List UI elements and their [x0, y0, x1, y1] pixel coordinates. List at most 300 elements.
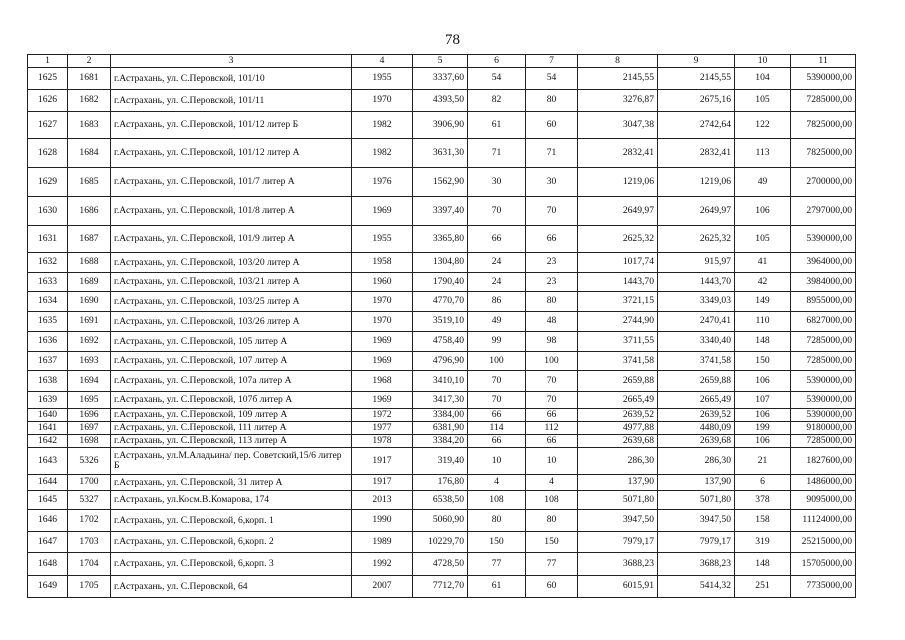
build-year: 1976 — [352, 168, 413, 197]
column-9-value: 286,30 — [658, 448, 735, 475]
column-6-value: 66 — [468, 226, 526, 253]
total-area: 3365,80 — [413, 226, 468, 253]
column-9-value: 2665,49 — [658, 392, 735, 409]
column-10-value: 106 — [735, 435, 791, 448]
object-code: 1698 — [68, 435, 111, 448]
row-number: 1627 — [28, 112, 68, 139]
column-10-value: 148 — [735, 553, 791, 576]
column-8-value: 2649,97 — [578, 197, 658, 226]
row-number: 1638 — [28, 371, 68, 392]
table-row — [28, 435, 856, 448]
table-row — [28, 553, 856, 576]
amount-value: 7735000,00 — [791, 576, 856, 598]
object-code: 1691 — [68, 312, 111, 332]
column-10-value: 106 — [735, 197, 791, 226]
build-year: 1917 — [352, 448, 413, 475]
column-6-value: 30 — [468, 168, 526, 197]
object-code: 5326 — [68, 448, 111, 475]
column-9-value: 3947,50 — [658, 510, 735, 532]
total-area: 4770,70 — [413, 292, 468, 312]
address: г.Астрахань, ул. С.Перовской, 103/25 литер А — [111, 292, 352, 312]
table-row — [28, 273, 856, 292]
row-number: 1641 — [28, 422, 68, 435]
table-row — [28, 112, 856, 139]
column-7-value: 10 — [526, 448, 578, 475]
column-8-value: 7979,17 — [578, 532, 658, 553]
table-row — [28, 491, 856, 510]
build-year: 1969 — [352, 197, 413, 226]
column-10-value: 106 — [735, 371, 791, 392]
amount-value: 7825000,00 — [791, 139, 856, 168]
object-code: 1684 — [68, 139, 111, 168]
table-row — [28, 392, 856, 409]
build-year: 1969 — [352, 392, 413, 409]
column-6-value: 49 — [468, 312, 526, 332]
total-area: 6538,50 — [413, 491, 468, 510]
column-10-value: 122 — [735, 112, 791, 139]
total-area: 3384,00 — [413, 409, 468, 422]
row-number: 1632 — [28, 253, 68, 273]
address: г.Астрахань, ул. С.Перовской, 101/7 литер А — [111, 168, 352, 197]
total-area: 4796,90 — [413, 352, 468, 371]
column-6-value: 150 — [468, 532, 526, 553]
column-7-value: 80 — [526, 510, 578, 532]
column-6-value: 66 — [468, 435, 526, 448]
amount-value: 25215000,00 — [791, 532, 856, 553]
object-code: 5327 — [68, 491, 111, 510]
address: г.Астрахань, ул. С.Перовской, 103/21 литер А — [111, 273, 352, 292]
total-area: 3631,30 — [413, 139, 468, 168]
column-9-value: 3688,23 — [658, 553, 735, 576]
column-header-4: 4 — [352, 55, 413, 68]
row-number: 1644 — [28, 475, 68, 491]
column-6-value: 114 — [468, 422, 526, 435]
column-9-value: 2675,16 — [658, 90, 735, 112]
column-9-value: 137,90 — [658, 475, 735, 491]
column-8-value: 286,30 — [578, 448, 658, 475]
column-10-value: 150 — [735, 352, 791, 371]
amount-value: 5390000,00 — [791, 371, 856, 392]
column-6-value: 70 — [468, 392, 526, 409]
column-8-value: 2639,68 — [578, 435, 658, 448]
column-10-value: 199 — [735, 422, 791, 435]
table-row — [28, 332, 856, 352]
column-header-3: 3 — [111, 55, 352, 68]
address: г.Астрахань, ул. С.Перовской, 101/9 литер А — [111, 226, 352, 253]
amount-value: 5390000,00 — [791, 68, 856, 90]
address: г.Астрахань, ул. С.Перовской, 101/10 — [111, 68, 352, 90]
column-6-value: 61 — [468, 112, 526, 139]
column-8-value: 5071,80 — [578, 491, 658, 510]
column-10-value: 49 — [735, 168, 791, 197]
column-8-value: 3741,58 — [578, 352, 658, 371]
column-9-value: 2832,41 — [658, 139, 735, 168]
table-row — [28, 292, 856, 312]
amount-value: 3984000,00 — [791, 273, 856, 292]
column-7-value: 23 — [526, 273, 578, 292]
column-9-value: 2639,68 — [658, 435, 735, 448]
amount-value: 2797000,00 — [791, 197, 856, 226]
column-8-value: 2145,55 — [578, 68, 658, 90]
address: г.Астрахань, ул. С.Перовской, 31 литер А — [111, 475, 352, 491]
row-number: 1629 — [28, 168, 68, 197]
total-area: 3384,20 — [413, 435, 468, 448]
column-8-value: 2832,41 — [578, 139, 658, 168]
amount-value: 2700000,00 — [791, 168, 856, 197]
table-body — [28, 68, 856, 598]
column-7-value: 77 — [526, 553, 578, 576]
column-8-value: 3276,87 — [578, 90, 658, 112]
build-year: 2007 — [352, 576, 413, 598]
column-9-value: 915,97 — [658, 253, 735, 273]
object-code: 1704 — [68, 553, 111, 576]
column-10-value: 105 — [735, 226, 791, 253]
table-row — [28, 532, 856, 553]
column-7-value: 150 — [526, 532, 578, 553]
row-number: 1625 — [28, 68, 68, 90]
column-7-value: 108 — [526, 491, 578, 510]
total-area: 319,40 — [413, 448, 468, 475]
row-number: 1643 — [28, 448, 68, 475]
column-header-2: 2 — [68, 55, 111, 68]
build-year: 1989 — [352, 532, 413, 553]
amount-value: 5390000,00 — [791, 409, 856, 422]
row-number: 1639 — [28, 392, 68, 409]
amount-value: 7285000,00 — [791, 90, 856, 112]
column-9-value: 2742,64 — [658, 112, 735, 139]
object-code: 1693 — [68, 352, 111, 371]
column-9-value: 1219,06 — [658, 168, 735, 197]
table-row — [28, 352, 856, 371]
object-code: 1687 — [68, 226, 111, 253]
amount-value: 6827000,00 — [791, 312, 856, 332]
column-9-value: 2470,41 — [658, 312, 735, 332]
row-number: 1637 — [28, 352, 68, 371]
column-8-value: 2625,32 — [578, 226, 658, 253]
column-header-5: 5 — [413, 55, 468, 68]
column-6-value: 82 — [468, 90, 526, 112]
column-6-value: 70 — [468, 371, 526, 392]
column-6-value: 4 — [468, 475, 526, 491]
column-6-value: 80 — [468, 510, 526, 532]
column-8-value: 3688,23 — [578, 553, 658, 576]
column-10-value: 104 — [735, 68, 791, 90]
column-10-value: 42 — [735, 273, 791, 292]
build-year: 1955 — [352, 68, 413, 90]
address: г.Астрахань, ул. С.Перовской, 107а литер А — [111, 371, 352, 392]
column-9-value: 5414,32 — [658, 576, 735, 598]
row-number: 1642 — [28, 435, 68, 448]
column-7-value: 66 — [526, 435, 578, 448]
column-9-value: 2625,32 — [658, 226, 735, 253]
column-9-value: 7979,17 — [658, 532, 735, 553]
column-6-value: 70 — [468, 197, 526, 226]
column-10-value: 149 — [735, 292, 791, 312]
column-9-value: 2649,97 — [658, 197, 735, 226]
column-6-value: 24 — [468, 253, 526, 273]
build-year: 1982 — [352, 112, 413, 139]
row-number: 1631 — [28, 226, 68, 253]
column-7-value: 80 — [526, 90, 578, 112]
build-year: 1982 — [352, 139, 413, 168]
column-header-10: 10 — [735, 55, 791, 68]
row-number: 1648 — [28, 553, 68, 576]
column-8-value: 2659,88 — [578, 371, 658, 392]
column-7-value: 23 — [526, 253, 578, 273]
column-8-value: 2744,90 — [578, 312, 658, 332]
total-area: 3337,60 — [413, 68, 468, 90]
column-10-value: 251 — [735, 576, 791, 598]
object-code: 1689 — [68, 273, 111, 292]
address: г.Астрахань, ул. С.Перовской, 111 литер А — [111, 422, 352, 435]
amount-value: 15705000,00 — [791, 553, 856, 576]
column-7-value: 80 — [526, 292, 578, 312]
table-row — [28, 576, 856, 598]
column-6-value: 99 — [468, 332, 526, 352]
row-number: 1633 — [28, 273, 68, 292]
column-9-value: 3741,58 — [658, 352, 735, 371]
column-8-value: 2665,49 — [578, 392, 658, 409]
object-code: 1692 — [68, 332, 111, 352]
table-row — [28, 226, 856, 253]
build-year: 1958 — [352, 253, 413, 273]
object-code: 1681 — [68, 68, 111, 90]
column-9-value: 3349,03 — [658, 292, 735, 312]
table-row — [28, 409, 856, 422]
table-row — [28, 68, 856, 90]
address: г.Астрахань, ул. С.Перовской, 6,корп. 2 — [111, 532, 352, 553]
column-9-value: 5071,80 — [658, 491, 735, 510]
amount-value: 5390000,00 — [791, 226, 856, 253]
amount-value: 8955000,00 — [791, 292, 856, 312]
column-header-9: 9 — [658, 55, 735, 68]
column-10-value: 319 — [735, 532, 791, 553]
row-number: 1630 — [28, 197, 68, 226]
header-row — [28, 55, 856, 68]
table-row — [28, 168, 856, 197]
column-7-value: 112 — [526, 422, 578, 435]
column-7-value: 54 — [526, 68, 578, 90]
build-year: 1978 — [352, 435, 413, 448]
row-number: 1640 — [28, 409, 68, 422]
table-row — [28, 371, 856, 392]
column-10-value: 158 — [735, 510, 791, 532]
column-header-11: 11 — [791, 55, 856, 68]
build-year: 1969 — [352, 332, 413, 352]
column-6-value: 71 — [468, 139, 526, 168]
row-number: 1634 — [28, 292, 68, 312]
build-year: 1992 — [352, 553, 413, 576]
address: г.Астрахань, ул. С.Перовской, 101/11 — [111, 90, 352, 112]
address: г.Астрахань, ул. С.Перовской, 103/20 литер А — [111, 253, 352, 273]
column-7-value: 70 — [526, 392, 578, 409]
address: г.Астрахань, ул.М.Аладьина/ пер. Советский,15/6 литер Б — [111, 448, 352, 475]
table-row — [28, 197, 856, 226]
column-10-value: 148 — [735, 332, 791, 352]
address: г.Астрахань, ул. С.Перовской, 64 — [111, 576, 352, 598]
table-row — [28, 448, 856, 475]
total-area: 176,80 — [413, 475, 468, 491]
column-6-value: 100 — [468, 352, 526, 371]
column-9-value: 1443,70 — [658, 273, 735, 292]
build-year: 1970 — [352, 292, 413, 312]
column-7-value: 98 — [526, 332, 578, 352]
amount-value: 7285000,00 — [791, 352, 856, 371]
table-row — [28, 475, 856, 491]
address: г.Астрахань, ул. С.Перовской, 113 литер А — [111, 435, 352, 448]
column-7-value: 4 — [526, 475, 578, 491]
column-7-value: 60 — [526, 576, 578, 598]
amount-value: 5390000,00 — [791, 392, 856, 409]
column-10-value: 107 — [735, 392, 791, 409]
column-10-value: 41 — [735, 253, 791, 273]
amount-value: 11124000,00 — [791, 510, 856, 532]
object-code: 1695 — [68, 392, 111, 409]
build-year: 2013 — [352, 491, 413, 510]
row-number: 1626 — [28, 90, 68, 112]
address: г.Астрахань, ул. С.Перовской, 107б литер А — [111, 392, 352, 409]
column-6-value: 77 — [468, 553, 526, 576]
address: г.Астрахань, ул. С.Перовской, 101/8 литер А — [111, 197, 352, 226]
row-number: 1647 — [28, 532, 68, 553]
object-code: 1697 — [68, 422, 111, 435]
column-9-value: 2639,52 — [658, 409, 735, 422]
column-8-value: 1443,70 — [578, 273, 658, 292]
build-year: 1955 — [352, 226, 413, 253]
build-year: 1990 — [352, 510, 413, 532]
total-area: 3906,90 — [413, 112, 468, 139]
amount-value: 1827600,00 — [791, 448, 856, 475]
build-year: 1960 — [352, 273, 413, 292]
total-area: 4393,50 — [413, 90, 468, 112]
amount-value: 3964000,00 — [791, 253, 856, 273]
row-number: 1649 — [28, 576, 68, 598]
column-10-value: 21 — [735, 448, 791, 475]
table-row — [28, 139, 856, 168]
column-8-value: 6015,91 — [578, 576, 658, 598]
column-8-value: 3711,55 — [578, 332, 658, 352]
address: г.Астрахань, ул. С.Перовской, 6,корп. 3 — [111, 553, 352, 576]
column-header-6: 6 — [468, 55, 526, 68]
table-row — [28, 312, 856, 332]
build-year: 1977 — [352, 422, 413, 435]
table-row — [28, 422, 856, 435]
column-header-7: 7 — [526, 55, 578, 68]
amount-value: 9095000,00 — [791, 491, 856, 510]
object-code: 1686 — [68, 197, 111, 226]
column-10-value: 6 — [735, 475, 791, 491]
total-area: 3397,40 — [413, 197, 468, 226]
total-area: 1790,40 — [413, 273, 468, 292]
column-7-value: 66 — [526, 409, 578, 422]
build-year: 1970 — [352, 90, 413, 112]
row-number: 1635 — [28, 312, 68, 332]
total-area: 6381,90 — [413, 422, 468, 435]
column-header-1: 1 — [28, 55, 68, 68]
total-area: 7712,70 — [413, 576, 468, 598]
address: г.Астрахань, ул. С.Перовской, 6,корп. 1 — [111, 510, 352, 532]
object-code: 1682 — [68, 90, 111, 112]
address: г.Астрахань, ул. С.Перовской, 107 литер А — [111, 352, 352, 371]
amount-value: 9180000,00 — [791, 422, 856, 435]
total-area: 10229,70 — [413, 532, 468, 553]
object-code: 1700 — [68, 475, 111, 491]
column-10-value: 110 — [735, 312, 791, 332]
column-7-value: 70 — [526, 371, 578, 392]
build-year: 1917 — [352, 475, 413, 491]
table-row — [28, 90, 856, 112]
column-8-value: 3947,50 — [578, 510, 658, 532]
build-year: 1968 — [352, 371, 413, 392]
address: г.Астрахань, ул. С.Перовской, 109 литер А — [111, 409, 352, 422]
column-6-value: 61 — [468, 576, 526, 598]
build-year: 1970 — [352, 312, 413, 332]
column-6-value: 24 — [468, 273, 526, 292]
column-8-value: 3047,38 — [578, 112, 658, 139]
total-area: 4728,50 — [413, 553, 468, 576]
column-10-value: 105 — [735, 90, 791, 112]
column-7-value: 30 — [526, 168, 578, 197]
housing-registry-table — [27, 54, 856, 598]
amount-value: 7825000,00 — [791, 112, 856, 139]
total-area: 3519,10 — [413, 312, 468, 332]
amount-value: 7285000,00 — [791, 435, 856, 448]
total-area: 1304,80 — [413, 253, 468, 273]
amount-value: 7285000,00 — [791, 332, 856, 352]
column-7-value: 70 — [526, 197, 578, 226]
column-9-value: 3340,40 — [658, 332, 735, 352]
build-year: 1969 — [352, 352, 413, 371]
total-area: 4758,40 — [413, 332, 468, 352]
total-area: 3410,10 — [413, 371, 468, 392]
build-year: 1972 — [352, 409, 413, 422]
object-code: 1702 — [68, 510, 111, 532]
column-header-8: 8 — [578, 55, 658, 68]
column-7-value: 66 — [526, 226, 578, 253]
total-area: 3417,30 — [413, 392, 468, 409]
object-code: 1703 — [68, 532, 111, 553]
column-10-value: 106 — [735, 409, 791, 422]
column-7-value: 48 — [526, 312, 578, 332]
object-code: 1690 — [68, 292, 111, 312]
address: г.Астрахань, ул. С.Перовской, 103/26 литер А — [111, 312, 352, 332]
object-code: 1705 — [68, 576, 111, 598]
address: г.Астрахань, ул. С.Перовской, 105 литер А — [111, 332, 352, 352]
column-10-value: 378 — [735, 491, 791, 510]
address: г.Астрахань, ул. С.Перовской, 101/12 литер Б — [111, 112, 352, 139]
column-8-value: 2639,52 — [578, 409, 658, 422]
object-code: 1683 — [68, 112, 111, 139]
object-code: 1696 — [68, 409, 111, 422]
table-row — [28, 253, 856, 273]
column-6-value: 10 — [468, 448, 526, 475]
column-9-value: 4480,09 — [658, 422, 735, 435]
address: г.Астрахань, ул.Косм.В.Комарова, 174 — [111, 491, 352, 510]
column-6-value: 66 — [468, 409, 526, 422]
amount-value: 1486000,00 — [791, 475, 856, 491]
row-number: 1645 — [28, 491, 68, 510]
column-8-value: 137,90 — [578, 475, 658, 491]
page-number: 78 — [445, 32, 460, 48]
column-6-value: 86 — [468, 292, 526, 312]
column-6-value: 54 — [468, 68, 526, 90]
column-9-value: 2659,88 — [658, 371, 735, 392]
row-number: 1646 — [28, 510, 68, 532]
column-7-value: 60 — [526, 112, 578, 139]
column-7-value: 71 — [526, 139, 578, 168]
column-9-value: 2145,55 — [658, 68, 735, 90]
column-7-value: 100 — [526, 352, 578, 371]
